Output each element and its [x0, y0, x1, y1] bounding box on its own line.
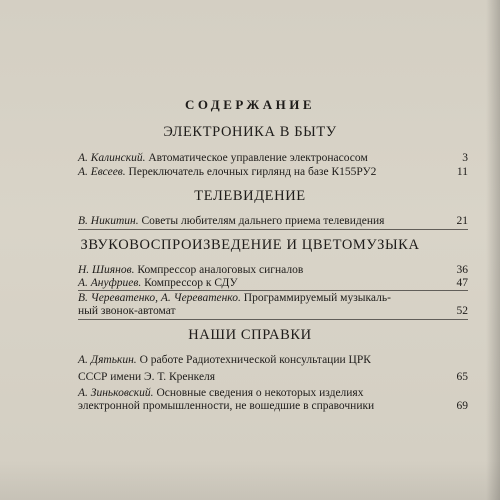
- toc-entry: [78, 152, 468, 165]
- entry-page-number: 11: [456, 166, 468, 178]
- toc-entry: [78, 277, 468, 290]
- entry-author: А. Ануфриев.: [78, 277, 142, 289]
- toc-entry-line: [78, 292, 468, 305]
- section-title-sound: ЗВУКОВОСПРОИЗВЕДЕНИЕ И ЦВЕТОМУЗЫКА: [80, 237, 420, 253]
- toc-entry-line: [78, 264, 468, 277]
- entry-title: О работе Радиотехнической консультации ЦРК: [139, 354, 371, 366]
- toc-entry-line: [78, 166, 468, 179]
- entry-title-continued: ный звонок-автомат: [78, 305, 176, 317]
- entry-author: А. Дятькин.: [78, 354, 137, 366]
- entry-page-number: 47: [456, 277, 468, 289]
- entry-page-number: 52: [456, 305, 468, 317]
- entry-page-number: 21: [456, 215, 468, 227]
- entry-author: В. Череватенко, А. Череватенко.: [78, 292, 241, 304]
- entry-page-number: 36: [456, 264, 468, 276]
- entry-title: Автоматическое управление электронасосом: [148, 152, 368, 164]
- underline-rule: [78, 290, 468, 291]
- entry-title-continued: электронной промышленности, не вошедшие в справочники: [78, 400, 375, 412]
- entry-title-continued: СССР имени Э. Т. Кренкеля: [78, 371, 216, 383]
- contents-heading: СОДЕРЖАНИЕ: [184, 97, 316, 112]
- entry-page-number: 65: [456, 371, 468, 383]
- entry-title: Основные сведения о некоторых изделиях: [156, 387, 364, 399]
- entry-author: В. Никитин.: [78, 215, 139, 227]
- toc-entry-line: [78, 305, 468, 318]
- section-title-electronics: ЭЛЕКТРОНИКА В БЫТУ: [163, 124, 337, 140]
- entry-title: Компрессор аналоговых сигналов: [137, 264, 304, 276]
- toc-entry-line: [78, 152, 468, 165]
- toc-entry: [78, 166, 468, 179]
- toc-entry: [78, 264, 468, 277]
- underline-rule: [78, 319, 468, 320]
- toc-entry-line: [78, 387, 468, 400]
- entry-title: Советы любителям дальнего приема телевидения: [141, 215, 385, 227]
- entry-title: Переключатель елочных гирлянд на базе К155РУ2: [128, 166, 377, 178]
- toc-entry-line: [78, 277, 468, 290]
- page-edge-shadow: [486, 0, 500, 500]
- toc-entry: [78, 292, 468, 318]
- toc-entry: [78, 387, 468, 413]
- entry-author: А. Евсеев.: [78, 166, 126, 178]
- section-title-reference: НАШИ СПРАВКИ: [188, 327, 312, 343]
- entry-title: Программируемый музыкаль-: [243, 292, 391, 304]
- entry-page-number: 69: [456, 400, 468, 412]
- toc-entry-line: [78, 354, 468, 367]
- section-title-television: ТЕЛЕВИДЕНИЕ: [194, 188, 306, 204]
- toc-entry-line: [78, 371, 468, 384]
- entry-author: А. Зиньковский.: [78, 387, 154, 399]
- toc-entry-line: [78, 215, 468, 228]
- underline-rule: [78, 229, 468, 230]
- toc-entry: [78, 354, 468, 384]
- entry-title: Компрессор к СДУ: [144, 277, 238, 289]
- page-bottom-shade: [0, 460, 500, 500]
- entry-author: А. Калинский.: [78, 152, 146, 164]
- toc-entry: [78, 215, 468, 228]
- toc-entry-line: [78, 400, 468, 413]
- entry-author: Н. Шиянов.: [78, 264, 135, 276]
- entry-page-number: 3: [462, 152, 468, 164]
